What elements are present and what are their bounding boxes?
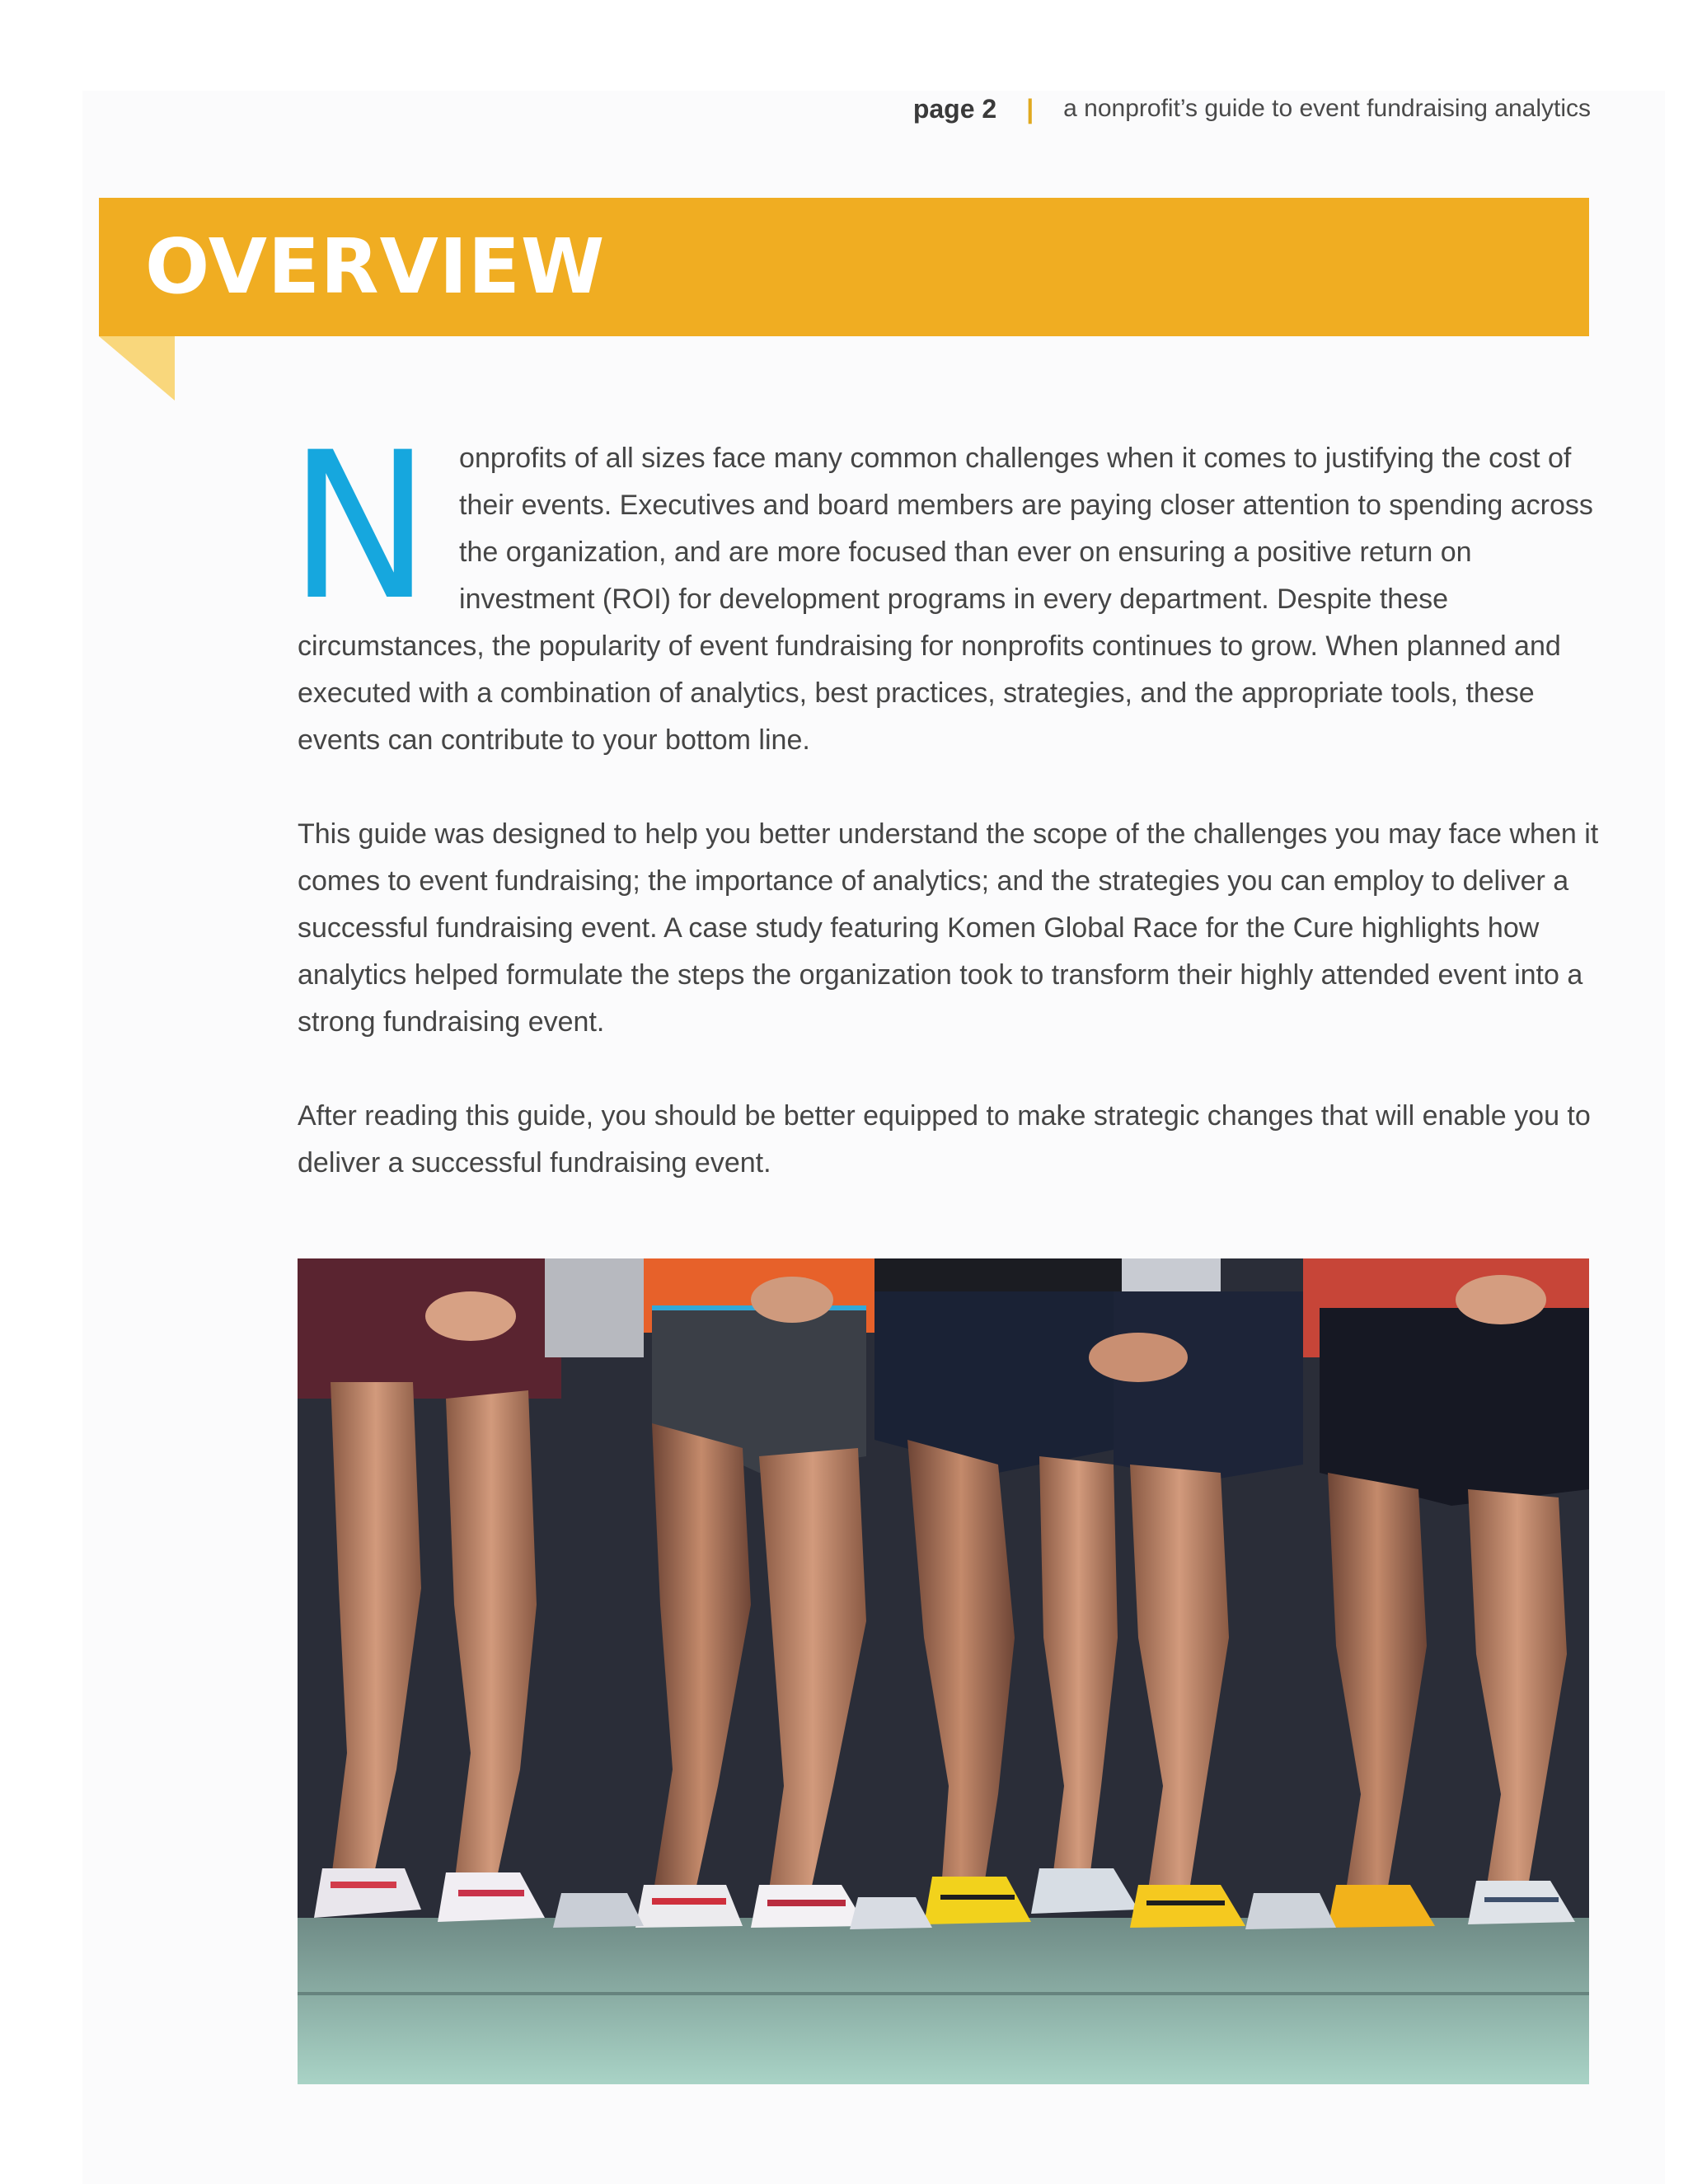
intro-paragraph bbox=[289, 410, 1600, 764]
header-separator: | bbox=[1026, 93, 1034, 124]
guide-purpose-paragraph: This guide was designed to help you better understand the scope of the challenges you may face when it comes to event fundraising; the importance of analytics; and the strategies you can employ to deliver a successful fundraising event. A case study featuring Komen Global Race for the Cure highlights how analytics helped formulate the steps the organization took to transform their highly attended event into a strong fundraising event. bbox=[298, 818, 1599, 1038]
closing-paragraph: After reading this guide, you should be better equipped to make strategic changes that will enable you to deliver a successful fundraising event. bbox=[298, 1100, 1591, 1179]
body-text bbox=[289, 410, 1600, 1187]
banner-fold-decoration bbox=[99, 336, 175, 401]
runners-illustration bbox=[298, 1258, 1589, 2084]
paragraph-spacer bbox=[298, 1046, 1600, 1093]
runners-photo bbox=[298, 1258, 1589, 2084]
page-number: page 2 bbox=[912, 93, 997, 124]
paragraph-spacer bbox=[298, 764, 1600, 811]
section-title: OVERVIEW bbox=[145, 223, 606, 311]
section-banner bbox=[99, 198, 1589, 336]
drop-cap: N bbox=[289, 410, 431, 645]
intro-paragraph-text: onprofits of all sizes face many common challenges when it comes to justifying the cost of their events. Executives and board members are paying closer attention to spending across the organization, and are more focused than ever on ensuring a positive return on investment (ROI) for development programs in every department. Despite these circumstances, the popularity of event fundraising for nonprofits continues to grow. When planned and executed with a combination of analytics, best practices, strategies, and the appropriate tools, these events can contribute to your bottom line. bbox=[298, 443, 1593, 756]
document-title: a nonprofit’s guide to event fundraising analytics bbox=[1063, 95, 1591, 122]
running-header bbox=[913, 92, 1591, 125]
